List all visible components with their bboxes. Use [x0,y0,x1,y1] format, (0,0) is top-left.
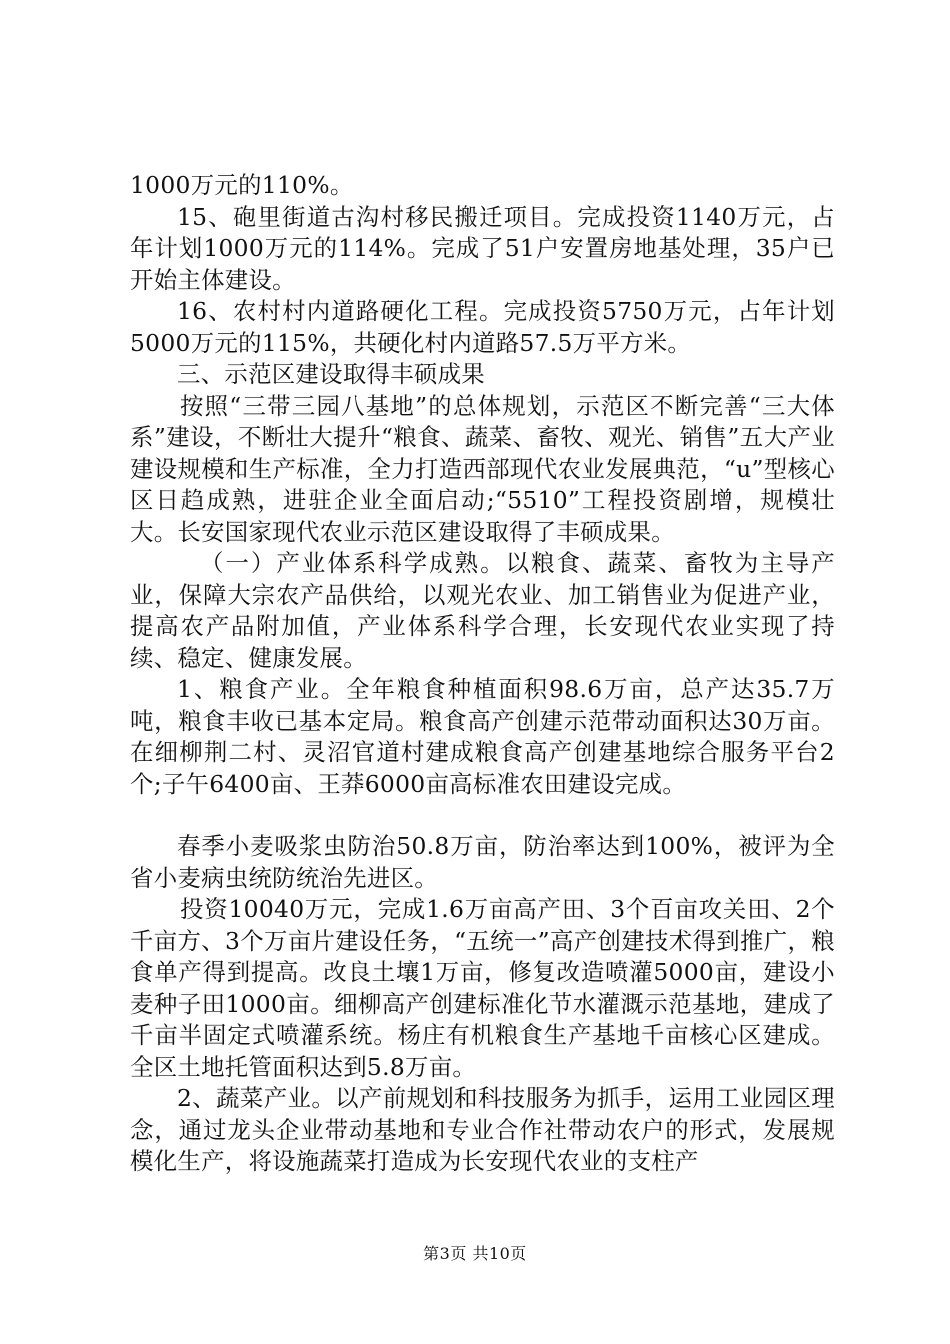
paragraph-item-16: 16、农村村内道路硬化工程。完成投资5750万元，占年计划5000万元的115%，共硬化村内道路57.5万平方米。 [130,297,835,357]
paragraph-gap [130,800,835,831]
paragraph-item-15: 15、砲里街道古沟村移民搬迁项目。完成投资1140万元，占年计划1000万元的114%。完成了51户安置房地基处理，35户已开始主体建设。 [130,202,835,294]
section-heading-3: 三、示范区建设取得丰硕成果 [177,360,485,388]
paragraph-vegetable-industry: 2、蔬菜产业。以产前规划和科技服务为抓手，运用工业园区理念，通过龙头企业带动基地和专业合作社带动农户的形式，发展规模化生产，将设施蔬菜打造成为长安现代农业的支柱产 [130,1084,835,1175]
paragraph-industry-system: （一）产业体系科学成熟。以粮食、蔬菜、畜牧为主导产业，保障大宗农产品供给，以观光农业、加工销售业为促进产业，提高农产品附加值，产业体系科学合理，长安现代农业实现了持续、稳定、健康发展。 [130,549,835,672]
document-body [130,170,835,1178]
paragraph-overview: 按照“三带三园八基地”的总体规划，示范区不断完善“三大体系”建设，不断壮大提升“粮食、蔬菜、畜牧、观光、销售”五大产业建设规模和生产标准，全力打造西部现代农业发展典范，“u”型核心区日趋成熟，进驻企业全面启动;“5510”工程投资剧增，规模壮大。长安国家现代农业示范区建设取得了丰硕成果。 [130,391,835,546]
paragraph-pest-control: 春季小麦吸浆虫防治50.8万亩，防治率达到100%，被评为全省小麦病虫统防统治先进区。 [130,832,835,892]
paragraph-investment: 投资10040万元，完成1.6万亩高产田、3个百亩攻关田、2个千亩方、3个万亩片建设任务，“五统一”高产创建技术得到推广，粮食单产得到提高。改良土壤1万亩，修复改造喷灌5000亩，建设小麦种子田1000亩。细柳高产创建标准化节水灌溉示范基地，建成了千亩半固定式喷灌系统。杨庄有机粮食生产基地千亩核心区建成。全区土地托管面积达到5.8万亩。 [130,895,835,1081]
paragraph-grain-industry: 1、粮食产业。全年粮食种植面积98.6万亩，总产达35.7万吨，粮食丰收已基本定局。粮食高产创建示范带动面积达30万亩。在细柳荆二村、灵沼官道村建成粮食高产创建基地综合服务平台2个;子午6400亩、王莽6000亩高标准农田建设完成。 [130,675,835,798]
paragraph-continuation: 1000万元的110%。 [130,171,354,199]
page-number-footer: 第3页 共10页 [423,1244,527,1263]
